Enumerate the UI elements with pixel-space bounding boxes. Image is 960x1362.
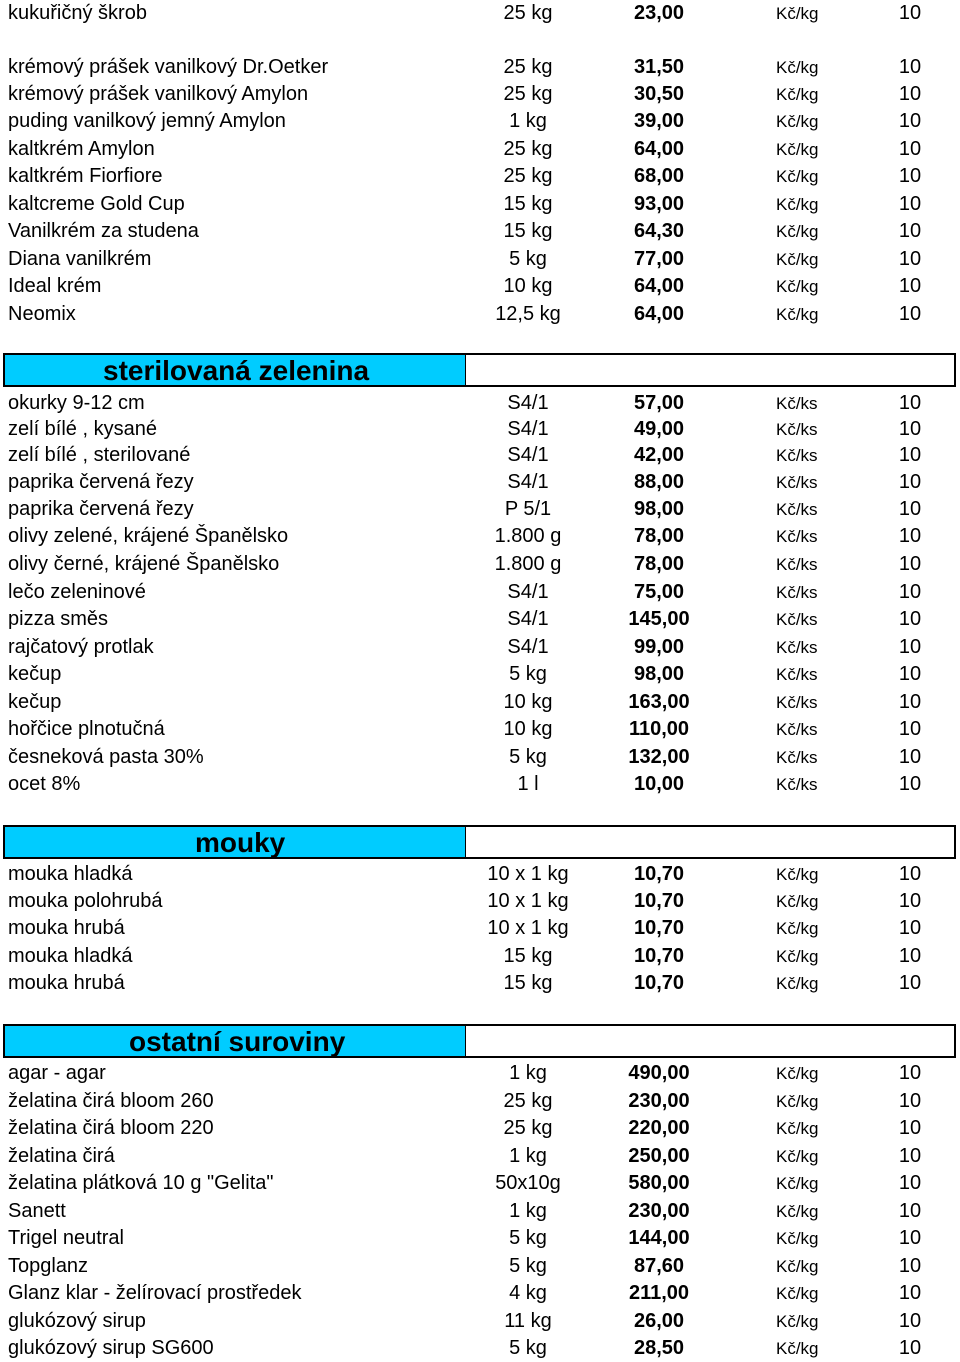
vat-rate: 10 (898, 773, 922, 795)
product-row (0, 861, 960, 888)
price: 87,60 (633, 1255, 685, 1277)
price: 64,00 (633, 303, 685, 325)
vat-rate: 10 (898, 498, 922, 520)
product-name: kaltkrém Fiorfiore (8, 165, 163, 187)
price-unit: Kč/kg (776, 250, 819, 269)
package-size: S4/1 (507, 418, 549, 440)
price: 580,00 (628, 1172, 690, 1194)
package-size: 10 kg (503, 718, 553, 740)
vat-rate: 10 (898, 863, 922, 885)
product-row (0, 551, 960, 578)
price: 10,70 (633, 917, 685, 939)
vat-rate: 10 (898, 972, 922, 994)
price: 10,70 (633, 972, 685, 994)
price-unit: Kč/ks (776, 446, 818, 465)
price-unit: Kč/kg (776, 1339, 819, 1358)
product-row (0, 1060, 960, 1087)
price-unit: Kč/kg (776, 305, 819, 324)
price-unit: Kč/kg (776, 277, 819, 296)
package-size: 1.800 g (494, 525, 562, 547)
package-size: 15 kg (503, 945, 553, 967)
price: 10,70 (633, 863, 685, 885)
package-size: 25 kg (503, 1117, 553, 1139)
package-size: 4 kg (509, 1282, 547, 1304)
price: 31,50 (633, 56, 685, 78)
package-size: 5 kg (509, 1255, 547, 1277)
price-unit: Kč/ks (776, 610, 818, 629)
vat-rate: 10 (898, 110, 922, 132)
price-unit: Kč/kg (776, 892, 819, 911)
product-name: Trigel neutral (8, 1227, 124, 1249)
price: 77,00 (633, 248, 685, 270)
price: 144,00 (628, 1227, 690, 1249)
package-size: P 5/1 (504, 498, 552, 520)
product-row (0, 716, 960, 743)
price-unit: Kč/ks (776, 638, 818, 657)
price: 10,00 (633, 773, 685, 795)
product-row (0, 1170, 960, 1197)
package-size: 5 kg (509, 1337, 547, 1359)
price: 230,00 (628, 1090, 690, 1112)
product-row (0, 301, 960, 328)
product-row (0, 390, 960, 417)
price: 10,70 (633, 890, 685, 912)
product-name: želatina čirá (8, 1145, 115, 1167)
package-size: 10 kg (503, 691, 553, 713)
product-row (0, 523, 960, 550)
price: 23,00 (633, 2, 685, 24)
price: 99,00 (633, 636, 685, 658)
vat-rate: 10 (898, 165, 922, 187)
package-size: 1 kg (509, 110, 547, 132)
product-name: Neomix (8, 303, 76, 325)
product-row (0, 191, 960, 218)
price-unit: Kč/kg (776, 4, 819, 23)
product-name: mouka hladká (8, 863, 133, 885)
package-size: S4/1 (507, 471, 549, 493)
product-row (0, 54, 960, 81)
product-name: krémový prášek vanilkový Dr.Oetker (8, 56, 329, 78)
product-name: kaltkrém Amylon (8, 138, 155, 160)
vat-rate: 10 (898, 890, 922, 912)
vat-rate: 10 (898, 1282, 922, 1304)
product-row (0, 771, 960, 798)
product-name: olivy zelené, krájené Španělsko (8, 525, 289, 547)
package-size: 1.800 g (494, 553, 562, 575)
product-row (0, 634, 960, 661)
price: 57,00 (633, 392, 685, 414)
price: 163,00 (628, 691, 690, 713)
product-name: agar - agar (8, 1062, 106, 1084)
price-unit: Kč/kg (776, 1119, 819, 1138)
vat-rate: 10 (898, 1117, 922, 1139)
product-row (0, 1088, 960, 1115)
price: 64,30 (633, 220, 685, 242)
package-size: 5 kg (509, 663, 547, 685)
package-size: 10 x 1 kg (487, 890, 569, 912)
price-unit: Kč/ks (776, 720, 818, 739)
price-unit: Kč/kg (776, 919, 819, 938)
vat-rate: 10 (898, 418, 922, 440)
section-band (5, 827, 466, 857)
product-name: kukuřičný škrob (8, 2, 147, 24)
package-size: 1 kg (509, 1062, 547, 1084)
product-name: kaltcreme Gold Cup (8, 193, 185, 215)
product-name: puding vanilkový jemný Amylon (8, 110, 286, 132)
product-name: želatina čirá bloom 260 (8, 1090, 214, 1112)
price-unit: Kč/ks (776, 555, 818, 574)
package-size: 25 kg (503, 165, 553, 187)
price-unit: Kč/kg (776, 140, 819, 159)
vat-rate: 10 (898, 1062, 922, 1084)
package-size: 10 x 1 kg (487, 917, 569, 939)
price-unit: Kč/ks (776, 665, 818, 684)
price: 110,00 (628, 718, 690, 740)
product-row (0, 661, 960, 688)
product-row (0, 1335, 960, 1362)
product-row (0, 579, 960, 606)
price: 220,00 (628, 1117, 690, 1139)
package-size: S4/1 (507, 444, 549, 466)
vat-rate: 10 (898, 193, 922, 215)
price-unit: Kč/kg (776, 1257, 819, 1276)
price-unit: Kč/kg (776, 85, 819, 104)
product-name: krémový prášek vanilkový Amylon (8, 83, 309, 105)
product-name: kečup (8, 663, 62, 685)
price: 78,00 (633, 525, 685, 547)
price-unit: Kč/kg (776, 1284, 819, 1303)
product-name: Ideal krém (8, 275, 102, 297)
price: 490,00 (628, 1062, 690, 1084)
price: 145,00 (628, 608, 690, 630)
product-name: kečup (8, 691, 62, 713)
price-unit: Kč/kg (776, 1147, 819, 1166)
product-row (0, 273, 960, 300)
product-name: želatina čirá bloom 220 (8, 1117, 214, 1139)
vat-rate: 10 (898, 138, 922, 160)
product-row (0, 744, 960, 771)
price-unit: Kč/kg (776, 974, 819, 993)
package-size: 10 x 1 kg (487, 863, 569, 885)
section-band (5, 1026, 466, 1056)
product-name: rajčatový protlak (8, 636, 154, 658)
price: 75,00 (633, 581, 685, 603)
vat-rate: 10 (898, 1337, 922, 1359)
price-unit: Kč/kg (776, 1229, 819, 1248)
price-unit: Kč/ks (776, 748, 818, 767)
product-row (0, 1225, 960, 1252)
vat-rate: 10 (898, 691, 922, 713)
product-row (0, 1280, 960, 1307)
package-size: 15 kg (503, 193, 553, 215)
price: 211,00 (628, 1282, 690, 1304)
price-unit: Kč/ks (776, 775, 818, 794)
package-size: S4/1 (507, 636, 549, 658)
price-unit: Kč/kg (776, 58, 819, 77)
product-row (0, 442, 960, 469)
vat-rate: 10 (898, 917, 922, 939)
package-size: S4/1 (507, 392, 549, 414)
product-name: olivy černé, krájené Španělsko (8, 553, 280, 575)
section-title: ostatní suroviny (129, 1026, 346, 1057)
package-size: 15 kg (503, 972, 553, 994)
price-unit: Kč/kg (776, 222, 819, 241)
product-name: glukózový sirup SG600 (8, 1337, 214, 1359)
vat-rate: 10 (898, 1227, 922, 1249)
product-row (0, 0, 960, 27)
product-row (0, 218, 960, 245)
product-name: mouka hrubá (8, 917, 125, 939)
vat-rate: 10 (898, 1200, 922, 1222)
product-row (0, 469, 960, 496)
vat-rate: 10 (898, 2, 922, 24)
product-row (0, 163, 960, 190)
price-unit: Kč/kg (776, 1312, 819, 1331)
product-row (0, 1143, 960, 1170)
price-unit: Kč/ks (776, 394, 818, 413)
product-name: ocet 8% (8, 773, 81, 795)
price-unit: Kč/ks (776, 500, 818, 519)
package-size: 5 kg (509, 746, 547, 768)
package-size: 15 kg (503, 220, 553, 242)
price-unit: Kč/ks (776, 693, 818, 712)
price-unit: Kč/kg (776, 112, 819, 131)
price-unit: Kč/kg (776, 865, 819, 884)
package-size: 50x10g (495, 1172, 561, 1194)
product-row (0, 943, 960, 970)
section-band (5, 355, 466, 385)
product-row (0, 915, 960, 942)
package-size: 1 kg (509, 1200, 547, 1222)
price: 28,50 (633, 1337, 685, 1359)
product-row (0, 606, 960, 633)
price: 26,00 (633, 1310, 685, 1332)
vat-rate: 10 (898, 83, 922, 105)
package-size: 25 kg (503, 138, 553, 160)
vat-rate: 10 (898, 248, 922, 270)
package-size: 5 kg (509, 1227, 547, 1249)
product-name: želatina plátková 10 g "Gelita" (8, 1172, 274, 1194)
product-name: Glanz klar - želírovací prostředek (8, 1282, 302, 1304)
product-name: pizza směs (8, 608, 109, 630)
price: 68,00 (633, 165, 685, 187)
section-header (3, 1024, 956, 1058)
price-unit: Kč/kg (776, 1092, 819, 1111)
product-name: paprika červená řezy (8, 498, 194, 520)
vat-rate: 10 (898, 444, 922, 466)
vat-rate: 10 (898, 1145, 922, 1167)
price-unit: Kč/ks (776, 583, 818, 602)
vat-rate: 10 (898, 553, 922, 575)
vat-rate: 10 (898, 471, 922, 493)
vat-rate: 10 (898, 275, 922, 297)
price: 10,70 (633, 945, 685, 967)
product-name: česneková pasta 30% (8, 746, 204, 768)
price: 132,00 (628, 746, 690, 768)
package-size: 10 kg (503, 275, 553, 297)
price: 98,00 (633, 498, 685, 520)
section-title: mouky (195, 827, 286, 858)
package-size: S4/1 (507, 581, 549, 603)
section-title: sterilovaná zelenina (103, 355, 370, 386)
product-name: zelí bílé , sterilované (8, 444, 191, 466)
price: 42,00 (633, 444, 685, 466)
product-name: mouka polohrubá (8, 890, 163, 912)
product-row (0, 108, 960, 135)
vat-rate: 10 (898, 525, 922, 547)
price: 64,00 (633, 138, 685, 160)
product-name: okurky 9-12 cm (8, 392, 145, 414)
vat-rate: 10 (898, 746, 922, 768)
price: 230,00 (628, 1200, 690, 1222)
package-size: 25 kg (503, 2, 553, 24)
product-name: Topglanz (8, 1255, 89, 1277)
section-header (3, 353, 956, 387)
vat-rate: 10 (898, 303, 922, 325)
vat-rate: 10 (898, 56, 922, 78)
price: 250,00 (628, 1145, 690, 1167)
price-unit: Kč/kg (776, 1064, 819, 1083)
vat-rate: 10 (898, 608, 922, 630)
product-name: Diana vanilkrém (8, 248, 152, 270)
vat-rate: 10 (898, 945, 922, 967)
product-row (0, 246, 960, 273)
product-row (0, 1253, 960, 1280)
vat-rate: 10 (898, 636, 922, 658)
vat-rate: 10 (898, 581, 922, 603)
package-size: 25 kg (503, 1090, 553, 1112)
price: 78,00 (633, 553, 685, 575)
product-row (0, 689, 960, 716)
vat-rate: 10 (898, 718, 922, 740)
vat-rate: 10 (898, 1172, 922, 1194)
product-row (0, 1308, 960, 1335)
package-size: 1 kg (509, 1145, 547, 1167)
price-unit: Kč/kg (776, 1174, 819, 1193)
vat-rate: 10 (898, 1255, 922, 1277)
product-name: glukózový sirup (8, 1310, 146, 1332)
price: 88,00 (633, 471, 685, 493)
price: 49,00 (633, 418, 685, 440)
product-row (0, 416, 960, 443)
price: 93,00 (633, 193, 685, 215)
price-unit: Kč/kg (776, 195, 819, 214)
product-row (0, 1198, 960, 1225)
price-unit: Kč/ks (776, 527, 818, 546)
vat-rate: 10 (898, 663, 922, 685)
package-size: 11 kg (504, 1310, 552, 1332)
price: 39,00 (633, 110, 685, 132)
product-name: Sanett (8, 1200, 66, 1222)
vat-rate: 10 (898, 220, 922, 242)
vat-rate: 10 (898, 1090, 922, 1112)
vat-rate: 10 (898, 1310, 922, 1332)
product-name: paprika červená řezy (8, 471, 194, 493)
section-header (3, 825, 956, 859)
product-row (0, 496, 960, 523)
package-size: 25 kg (503, 83, 553, 105)
package-size: S4/1 (507, 608, 549, 630)
price-unit: Kč/ks (776, 473, 818, 492)
vat-rate: 10 (898, 392, 922, 414)
package-size: 1 l (517, 773, 539, 795)
product-row (0, 970, 960, 997)
price: 98,00 (633, 663, 685, 685)
price-unit: Kč/ks (776, 420, 818, 439)
product-row (0, 888, 960, 915)
product-row (0, 1115, 960, 1142)
price-unit: Kč/kg (776, 167, 819, 186)
package-size: 25 kg (503, 56, 553, 78)
product-name: zelí bílé , kysané (8, 418, 157, 440)
product-name: lečo zeleninové (8, 581, 146, 603)
product-row (0, 136, 960, 163)
product-row (0, 81, 960, 108)
product-name: mouka hladká (8, 945, 133, 967)
price-unit: Kč/kg (776, 947, 819, 966)
package-size: 5 kg (509, 248, 547, 270)
package-size: 12,5 kg (495, 303, 561, 325)
price: 30,50 (633, 83, 685, 105)
product-name: Vanilkrém za studena (8, 220, 199, 242)
price: 64,00 (633, 275, 685, 297)
product-name: hořčice plnotučná (8, 718, 165, 740)
price-unit: Kč/kg (776, 1202, 819, 1221)
product-name: mouka hrubá (8, 972, 125, 994)
